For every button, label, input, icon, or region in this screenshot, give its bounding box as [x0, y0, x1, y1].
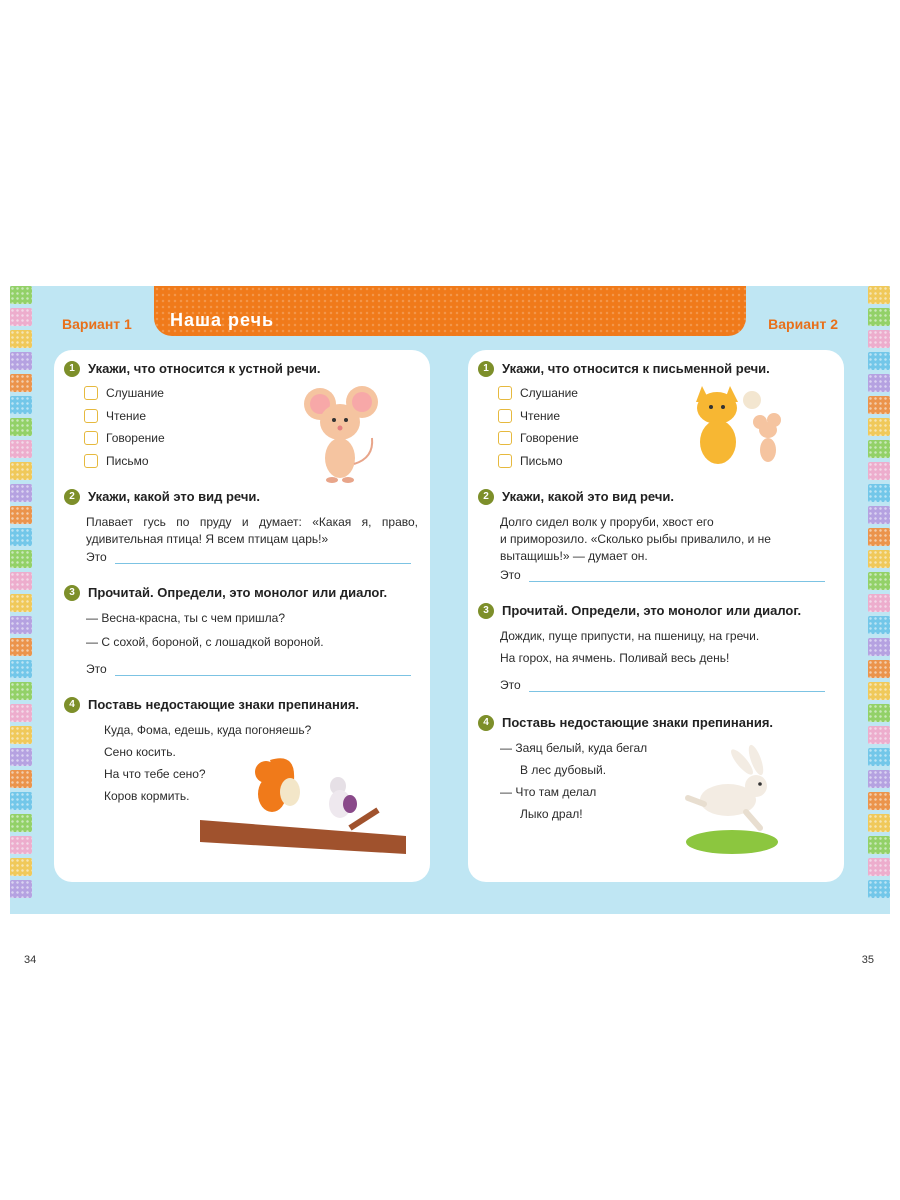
answer-line[interactable]: [500, 568, 825, 582]
option-row[interactable]: [498, 382, 579, 405]
answer-options: [498, 382, 579, 472]
chapter-title: Наша речь: [170, 310, 275, 330]
question-number-badge: 4: [478, 715, 494, 731]
answer-field[interactable]: [115, 551, 411, 564]
checkbox[interactable]: [84, 454, 98, 468]
option-row[interactable]: [498, 450, 579, 473]
variant-2-card: [468, 350, 874, 966]
answer-options: [84, 382, 165, 472]
text-line: — Заяц белый, куда бегал: [500, 741, 648, 755]
answer-line[interactable]: [86, 550, 411, 564]
text-line: На что тебе сено?: [104, 767, 206, 781]
passage-line: и приморозило. «Сколько рыбы привалило, и не: [500, 532, 771, 546]
text-line: Дождик, пуще припусти, на пшеницу, на гречи.: [500, 629, 760, 643]
book-spread: [10, 286, 890, 966]
checkbox[interactable]: [498, 431, 512, 445]
text-line: Коров кормить.: [104, 789, 190, 803]
option-row[interactable]: [84, 427, 165, 450]
option-label: Чтение: [520, 408, 561, 423]
passage-line: вытащишь!» — думает он.: [500, 549, 648, 563]
answer-line[interactable]: [86, 662, 411, 676]
text-line: Куда, Фома, едешь, куда погоняешь?: [104, 723, 312, 737]
answer-label: Это: [500, 568, 521, 582]
option-label: Говорение: [106, 431, 165, 446]
page-number: 34: [24, 954, 37, 966]
question-1: [64, 360, 321, 377]
question-number-badge: 3: [478, 603, 494, 619]
question-text: Прочитай. Определи, это монолог или диалог.: [88, 585, 388, 601]
squirrel-mouse-branch-illustration: [200, 750, 406, 868]
mouse-illustration: [302, 378, 382, 488]
left-color-stripe: [10, 286, 32, 914]
text-line: — Что там делал: [500, 785, 597, 799]
answer-label: Это: [500, 678, 521, 692]
option-label: Говорение: [520, 431, 579, 446]
option-row[interactable]: [84, 405, 165, 428]
text-line: Лыко драл!: [520, 807, 583, 821]
passage-line: Долго сидел волк у проруби, хвост его: [500, 515, 714, 529]
variant-1-card: [24, 350, 430, 966]
page-number: 35: [861, 954, 874, 966]
cat-and-mouse-illustration: [682, 374, 792, 474]
option-label: Письмо: [106, 453, 149, 468]
question-3: [64, 584, 387, 601]
question-text: Укажи, что относится к устной речи.: [88, 361, 321, 377]
checkbox[interactable]: [84, 409, 98, 423]
question-number-badge: 4: [64, 697, 80, 713]
checkbox[interactable]: [498, 409, 512, 423]
answer-field[interactable]: [115, 663, 411, 676]
answer-line[interactable]: [500, 678, 825, 692]
checkbox[interactable]: [84, 431, 98, 445]
text-line: Сено косить.: [104, 745, 176, 759]
checkbox[interactable]: [498, 454, 512, 468]
option-label: Слушание: [520, 386, 578, 401]
question-3: [478, 602, 801, 619]
question-text: Поставь недостающие знаки препинания.: [502, 715, 774, 731]
question-2: [64, 488, 260, 505]
dialog-line: — Весна-красна, ты с чем пришла?: [86, 611, 286, 625]
question-text: Укажи, какой это вид речи.: [88, 489, 260, 505]
question-2: [478, 488, 674, 505]
checkbox[interactable]: [84, 386, 98, 400]
option-row[interactable]: [498, 405, 579, 428]
dialog-line: — С сохой, бороной, с лошадкой вороной.: [86, 635, 324, 649]
variant-2-label: Вариант 2: [768, 316, 838, 332]
checkbox[interactable]: [498, 386, 512, 400]
option-label: Чтение: [106, 408, 147, 423]
question-number-badge: 3: [64, 585, 80, 601]
option-row[interactable]: [498, 427, 579, 450]
answer-field[interactable]: [529, 679, 825, 692]
answer-label: Это: [86, 662, 107, 676]
text-line: В лес дубовый.: [520, 763, 607, 777]
option-row[interactable]: [84, 382, 165, 405]
question-4: [478, 714, 773, 731]
question-number-badge: 1: [64, 361, 80, 377]
question-text: Поставь недостающие знаки препинания.: [88, 697, 360, 713]
question-number-badge: 1: [478, 361, 494, 377]
hare-illustration: [682, 748, 782, 858]
question-number-badge: 2: [478, 489, 494, 505]
answer-label: Это: [86, 550, 107, 564]
passage: Плавает гусь по пруду и думает: «Какая я, право, удивительная птица! Я всем птицам царь!»: [86, 515, 418, 546]
right-color-stripe: [868, 286, 890, 914]
option-row[interactable]: [84, 450, 165, 473]
question-text: Прочитай. Определи, это монолог или диалог.: [502, 603, 802, 619]
option-label: Слушание: [106, 386, 164, 401]
answer-field[interactable]: [529, 569, 825, 582]
option-label: Письмо: [520, 453, 563, 468]
text-line: На горох, на ячмень. Поливай весь день!: [500, 651, 730, 665]
question-text: Укажи, какой это вид речи.: [502, 489, 674, 505]
variant-1-label: Вариант 1: [62, 316, 132, 332]
question-4: [64, 696, 359, 713]
question-number-badge: 2: [64, 489, 80, 505]
question-text: Укажи, что относится к письменной речи.: [502, 361, 770, 377]
